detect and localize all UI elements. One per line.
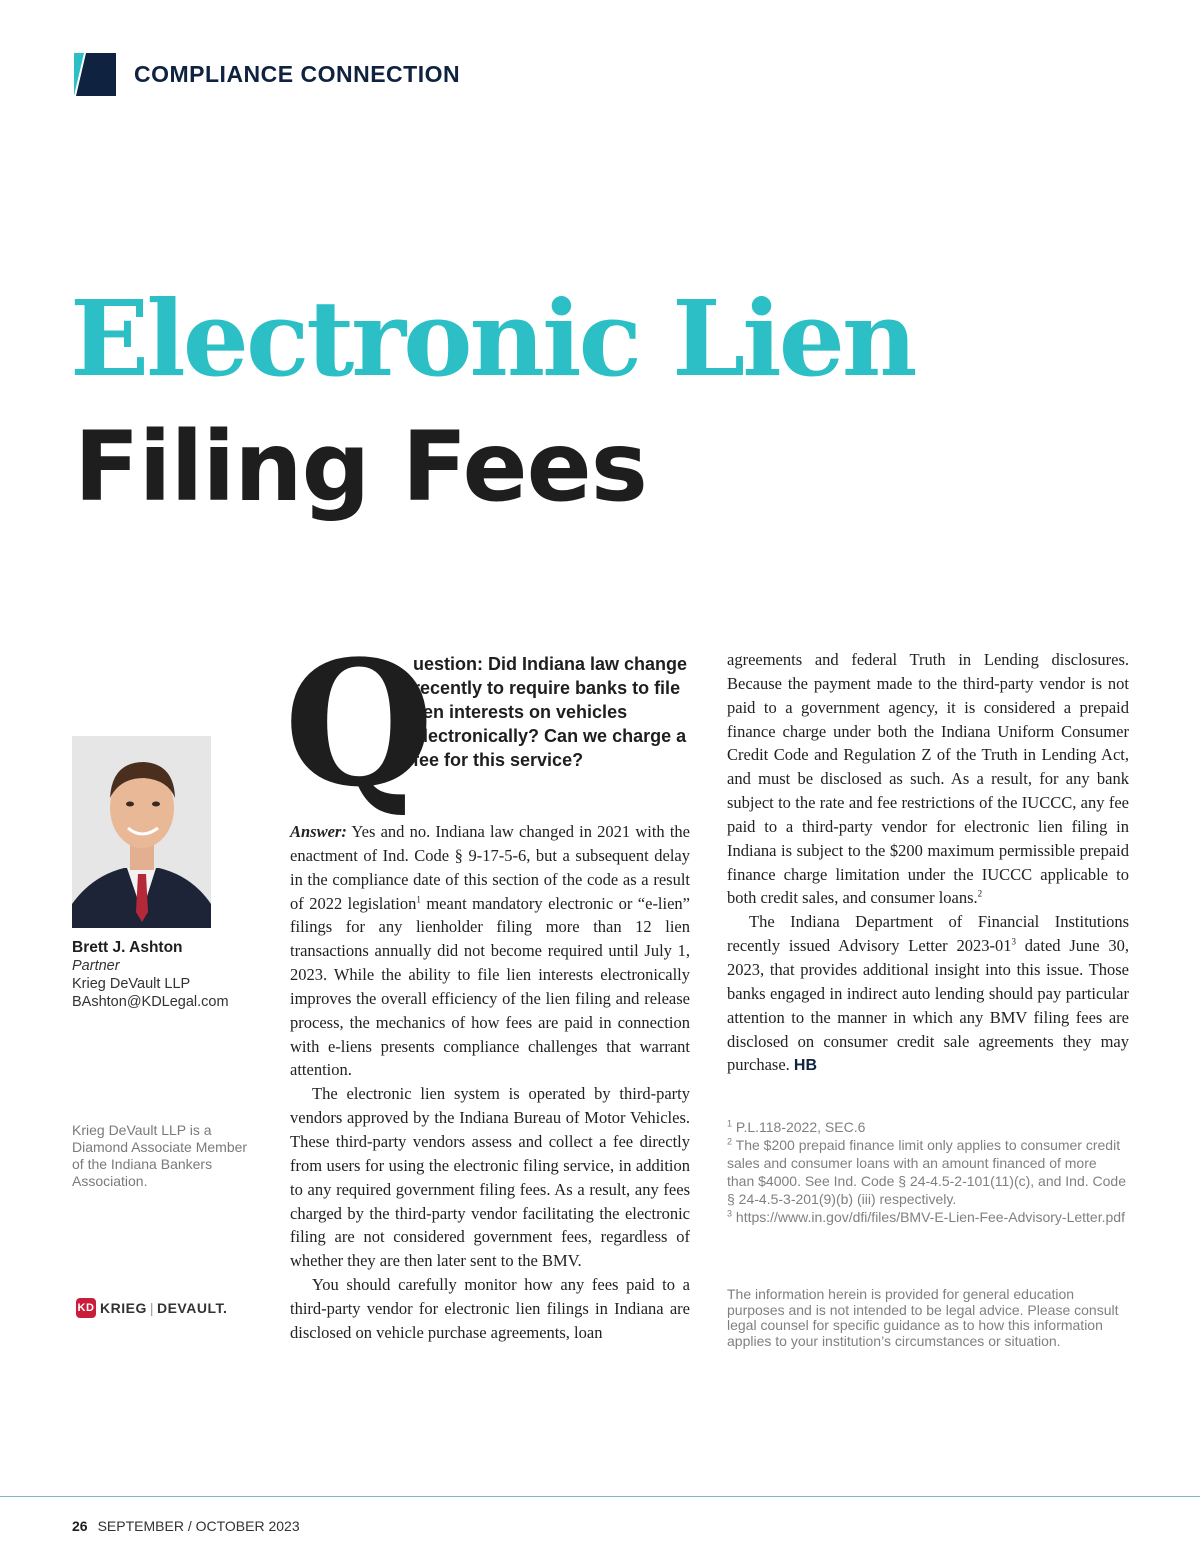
disclaimer: The information herein is provided for general education purposes and is not intended to be legal advice. Please consult legal counsel for specific guidance as to how this information applies to your institution’s circumstances or situation. xyxy=(727,1286,1119,1349)
body-text: agreements and federal Truth in Lending disclosures. Because the payment made to the third-party vendor is not paid to a government agency, it is considered a prepaid finance charge under both the Indiana Uniform Consumer Credit Code and Regulation Z of the Truth in Lending Act, and must be disclosed as such. As a result, for any bank subject to the rate and fee restrictions of the IUCCC, any fee paid to a third-party vendor for electronic lien filing in Indiana is subject to the $200 maximum permissible prepaid finance charge limitation under the IUCCC applicable to both credit sales, and consumer loans. xyxy=(727,650,1129,908)
body-text: The Indiana Department of Financial Institutions recently issued Advisory Letter 2023-01 xyxy=(727,912,1129,956)
footnote-link[interactable]: https://www.in.gov/dfi/files/BMV-E-Lien-Fee-Advisory-Letter.pdf xyxy=(735,1209,1125,1225)
firm-logo-right: DEVAULT. xyxy=(156,1300,228,1316)
footnote-ref-2: 2 xyxy=(977,888,983,899)
footnote-text: P.L.118-2022, SEC.6 xyxy=(735,1119,866,1135)
question-text: uestion: Did Indiana law change recently to require banks to file lien interests on vehicles electronically? Can we charge a fee for this service? xyxy=(413,654,688,770)
footer-divider xyxy=(0,1496,1200,1497)
question-dropcap: Q xyxy=(284,622,434,825)
article-column-2 xyxy=(727,648,1129,1078)
footnote-ref-1: 1 xyxy=(416,894,421,905)
footnote-number: 1 xyxy=(727,1118,733,1129)
end-mark: HB xyxy=(793,1057,817,1075)
article-title-line1: Electronic Lien xyxy=(70,277,915,400)
body-paragraph-2: The electronic lien system is operated by third-party vendors approved by the Indiana Bureau of Motor Vehicles. These third-party vendors assess and collect a fee directly from users for using the electronic filing service, in addition to any required government filing fees. As a result, any fees charged by the third-party vendor facilitating the electronic filing are not considered government fees, regardless of whether they are then later sent to the BMV. xyxy=(290,1084,690,1271)
member-note: Krieg DeVault LLP is a Diamond Associate Member of the Indiana Bankers Association. xyxy=(72,1122,248,1189)
author-photo xyxy=(72,736,211,928)
body-text: Yes and no. Indiana law changed in 2021 with the enactment of Ind. Code § 9-17-5-6, but a subsequent delay in the compliance date of this section of the code as a result of 2022 legislation xyxy=(290,822,690,913)
page-footer xyxy=(72,1518,300,1534)
body-paragraph-4 xyxy=(727,910,1129,1078)
article-column-1 xyxy=(290,820,690,1345)
firm-logo-mark-icon: KD xyxy=(76,1298,96,1318)
author-email[interactable]: BAshton@KDLegal.com xyxy=(72,994,229,1010)
footnotes xyxy=(727,1118,1127,1226)
page-number: 26 xyxy=(72,1518,88,1534)
footnote-2 xyxy=(727,1136,1127,1208)
section-mark-icon xyxy=(74,53,116,96)
footnote-text: The $200 prepaid finance limit only applies to consumer credit sales and consumer loans with an amount financed of more than $4000. See Ind. Code § 24-4.5-2-101(11)(c), and Ind. Code § 24-4.5-3-201(9)(b) (iii) respectively. xyxy=(727,1137,1127,1207)
author-name: Brett J. Ashton xyxy=(72,939,183,956)
firm-logo xyxy=(76,1298,227,1318)
footnote-1 xyxy=(727,1118,1127,1136)
footnote-3 xyxy=(727,1208,1127,1226)
author-firm: Krieg DeVault LLP xyxy=(72,976,191,992)
firm-logo-divider: | xyxy=(149,1300,154,1316)
author-role: Partner xyxy=(72,958,120,974)
article-title-line2: Filing Fees xyxy=(74,411,647,523)
body-paragraph-3-start: You should carefully monitor how any fees paid to a third-party vendor for electronic lien filings in Indiana are disclosed on vehicle purchase agreements, loan xyxy=(290,1275,690,1342)
section-title: COMPLIANCE CONNECTION xyxy=(134,61,461,87)
body-text: meant mandatory electronic or “e-lien” filings for any lienholder filing more than 12 lien transactions annually did not become required until July 1, 2023. While the ability to file lien interests electronically improves the overall efficiency of the lien filing and release process, the mechanics of how fees are paid in connection with e-liens presents compliance challenges that warrant attention. xyxy=(290,893,691,1080)
firm-logo-left: KRIEG xyxy=(100,1300,147,1316)
section-header xyxy=(74,53,460,96)
author-info xyxy=(72,939,272,1011)
body-text: dated June 30, 2023, that provides additional insight into this issue. Those banks engaged in indirect auto lending should pay particular attention to the manner in which any BMV filing fees are disclosed on consumer credit sale agreements they may purchase. xyxy=(727,936,1129,1075)
footnote-ref-3: 3 xyxy=(1011,936,1016,947)
body-paragraph-1 xyxy=(290,820,690,1082)
answer-label: Answer: xyxy=(290,822,347,841)
footnote-number: 2 xyxy=(727,1136,733,1147)
footnote-number: 3 xyxy=(727,1208,733,1219)
issue-date: SEPTEMBER / OCTOBER 2023 xyxy=(97,1518,300,1534)
body-paragraph-3-end xyxy=(727,648,1129,910)
